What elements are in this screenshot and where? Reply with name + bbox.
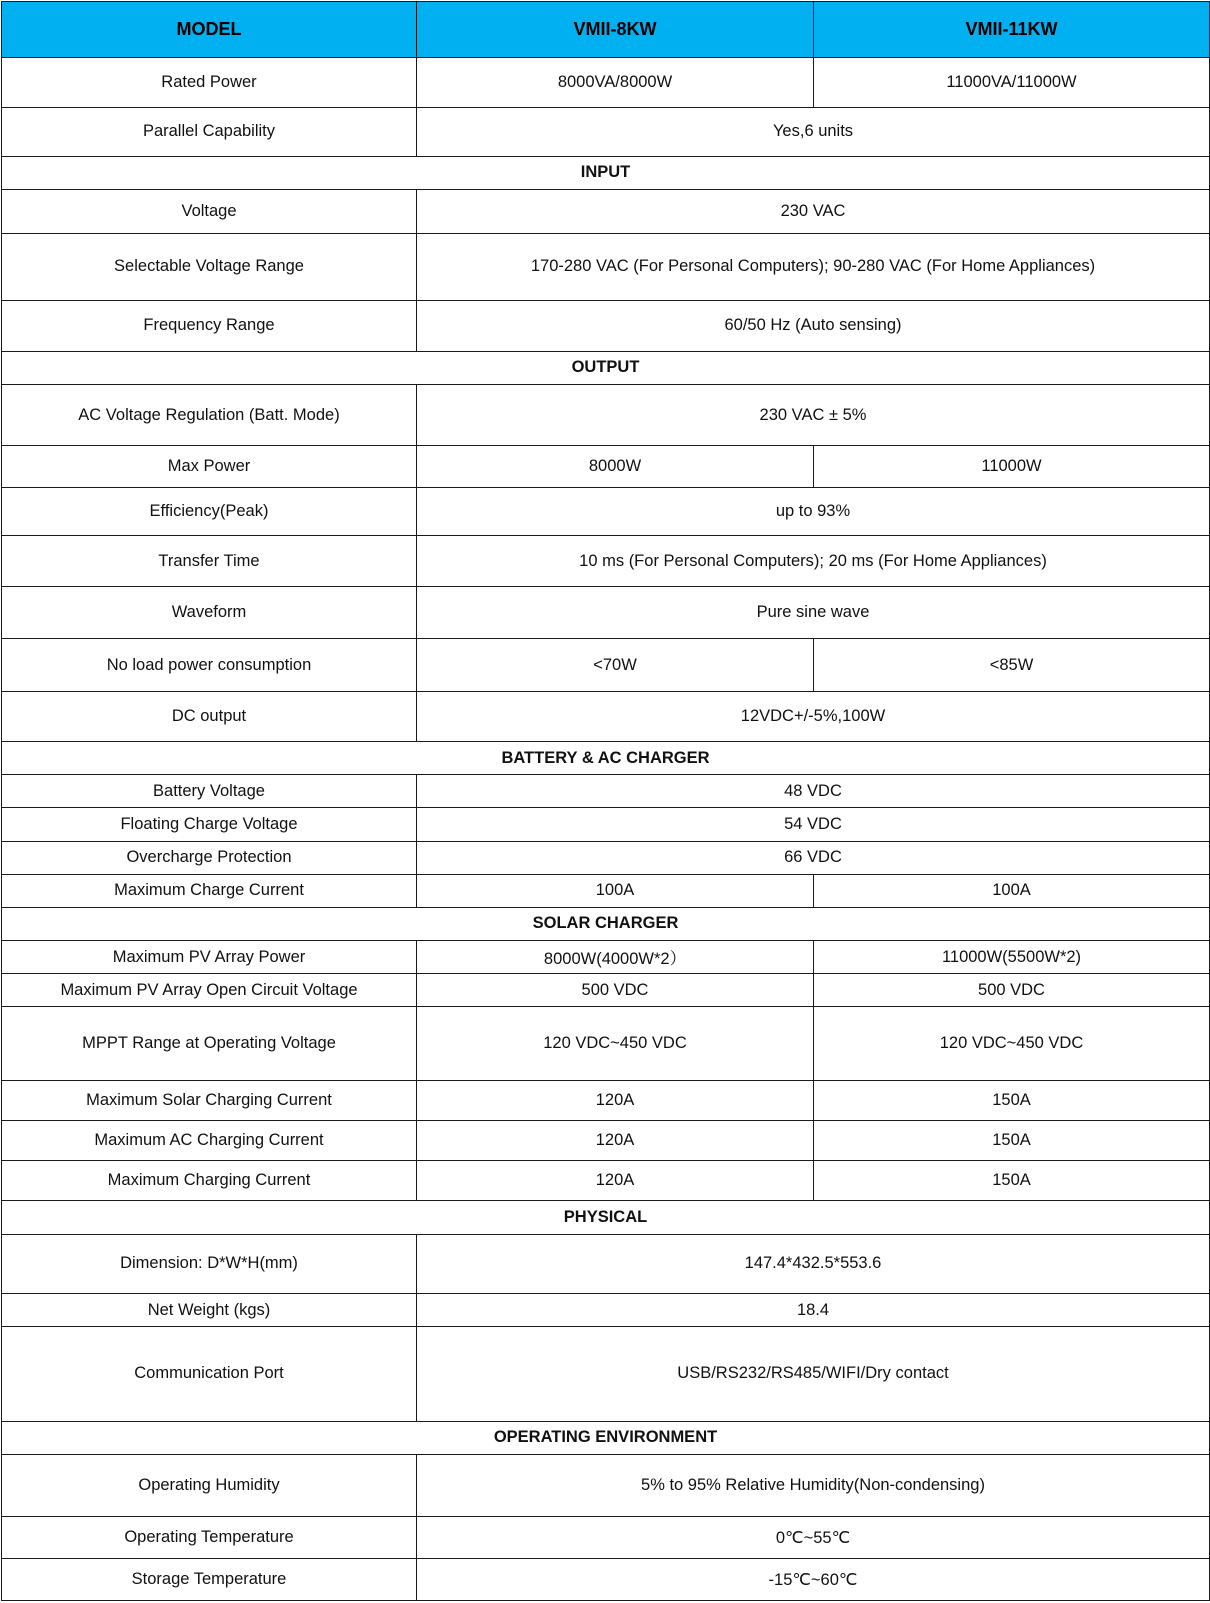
section-title: OPERATING ENVIRONMENT [2,1421,1210,1454]
row-label: DC output [2,691,417,741]
table-row [2,1007,1210,1080]
table-row [2,446,1210,487]
table-row [2,1121,1210,1161]
table-row [2,1454,1210,1516]
table-row [2,1559,1210,1601]
row-label: Selectable Voltage Range [2,234,417,300]
table-row [2,234,1210,300]
row-label: Frequency Range [2,300,417,351]
row-label: Maximum Charge Current [2,874,417,907]
value-b: <85W [814,639,1210,691]
shared-value: 10 ms (For Personal Computers); 20 ms (For Home Appliances) [417,535,1210,586]
section-row [2,156,1210,189]
value-b: 11000VA/11000W [814,58,1210,107]
table-row [2,639,1210,691]
shared-value: 60/50 Hz (Auto sensing) [417,300,1210,351]
row-label: Communication Port [2,1327,417,1422]
row-label: Operating Humidity [2,1454,417,1516]
row-label: Maximum Solar Charging Current [2,1080,417,1120]
row-label: Battery Voltage [2,775,417,808]
row-label: Maximum PV Array Power [2,941,417,974]
row-label: Voltage [2,190,417,234]
section-title: OUTPUT [2,351,1210,384]
shared-value: Yes,6 units [417,107,1210,156]
row-label: Transfer Time [2,535,417,586]
section-title: SOLAR CHARGER [2,907,1210,940]
table-row [2,535,1210,586]
table-row [2,1161,1210,1201]
table-row [2,974,1210,1007]
section-row [2,1201,1210,1234]
table-row [2,841,1210,874]
value-b: 150A [814,1161,1210,1201]
table-row [2,587,1210,639]
table-row [2,874,1210,907]
table-row [2,190,1210,234]
row-label: Floating Charge Voltage [2,808,417,841]
shared-value: 230 VAC ± 5% [417,385,1210,446]
section-title: INPUT [2,156,1210,189]
value-b: 150A [814,1080,1210,1120]
shared-value: USB/RS232/RS485/WIFI/Dry contact [417,1327,1210,1422]
value-a: 120A [417,1080,814,1120]
section-row [2,351,1210,384]
row-label: Efficiency(Peak) [2,487,417,535]
shared-value: 5% to 95% Relative Humidity(Non-condensing) [417,1454,1210,1516]
table-row [2,1327,1210,1422]
table-row [2,58,1210,107]
section-row [2,1421,1210,1454]
value-a: <70W [417,639,814,691]
row-label: AC Voltage Regulation (Batt. Mode) [2,385,417,446]
shared-value: 147.4*432.5*553.6 [417,1234,1210,1293]
row-label: Waveform [2,587,417,639]
table-row [2,1517,1210,1559]
value-a: 500 VDC [417,974,814,1007]
row-label: Overcharge Protection [2,841,417,874]
table-row [2,775,1210,808]
section-row [2,742,1210,775]
value-a: 8000W(4000W*2） [417,941,814,974]
value-b: 11000W(5500W*2) [814,941,1210,974]
shared-value: 66 VDC [417,841,1210,874]
row-label: Operating Temperature [2,1517,417,1559]
table-row [2,1293,1210,1326]
shared-value: 170-280 VAC (For Personal Computers); 90-280 VAC (For Home Appliances) [417,234,1210,300]
row-label: Net Weight (kgs) [2,1293,417,1326]
section-row [2,907,1210,940]
section-title: PHYSICAL [2,1201,1210,1234]
table-row [2,107,1210,156]
table-row [2,1234,1210,1293]
value-a: 120 VDC~450 VDC [417,1007,814,1080]
value-a: 8000VA/8000W [417,58,814,107]
spec-table [1,1,1210,1601]
table-row [2,300,1210,351]
row-label: Rated Power [2,58,417,107]
section-title: BATTERY & AC CHARGER [2,742,1210,775]
shared-value: 12VDC+/-5%,100W [417,691,1210,741]
table-row [2,487,1210,535]
model-header: MODEL [2,2,417,58]
value-b: 120 VDC~450 VDC [814,1007,1210,1080]
header-row [2,2,1210,58]
value-a: 8000W [417,446,814,487]
value-a: 120A [417,1121,814,1161]
shared-value: 18.4 [417,1293,1210,1326]
shared-value: -15℃~60℃ [417,1559,1210,1601]
row-label: Maximum Charging Current [2,1161,417,1201]
row-label: MPPT Range at Operating Voltage [2,1007,417,1080]
row-label: Maximum PV Array Open Circuit Voltage [2,974,417,1007]
value-a: 120A [417,1161,814,1201]
table-row [2,691,1210,741]
table-row [2,1080,1210,1120]
row-label: Dimension: D*W*H(mm) [2,1234,417,1293]
row-label: Storage Temperature [2,1559,417,1601]
value-a: 100A [417,874,814,907]
table-row [2,941,1210,974]
shared-value: up to 93% [417,487,1210,535]
table-row [2,808,1210,841]
table-row [2,385,1210,446]
shared-value: 230 VAC [417,190,1210,234]
value-b: 150A [814,1121,1210,1161]
row-label: No load power consumption [2,639,417,691]
shared-value: 54 VDC [417,808,1210,841]
shared-value: 48 VDC [417,775,1210,808]
model-b-header: VMII-11KW [814,2,1210,58]
shared-value: Pure sine wave [417,587,1210,639]
row-label: Maximum AC Charging Current [2,1121,417,1161]
value-b: 11000W [814,446,1210,487]
row-label: Max Power [2,446,417,487]
row-label: Parallel Capability [2,107,417,156]
shared-value: 0℃~55℃ [417,1517,1210,1559]
value-b: 100A [814,874,1210,907]
value-b: 500 VDC [814,974,1210,1007]
model-a-header: VMII-8KW [417,2,814,58]
